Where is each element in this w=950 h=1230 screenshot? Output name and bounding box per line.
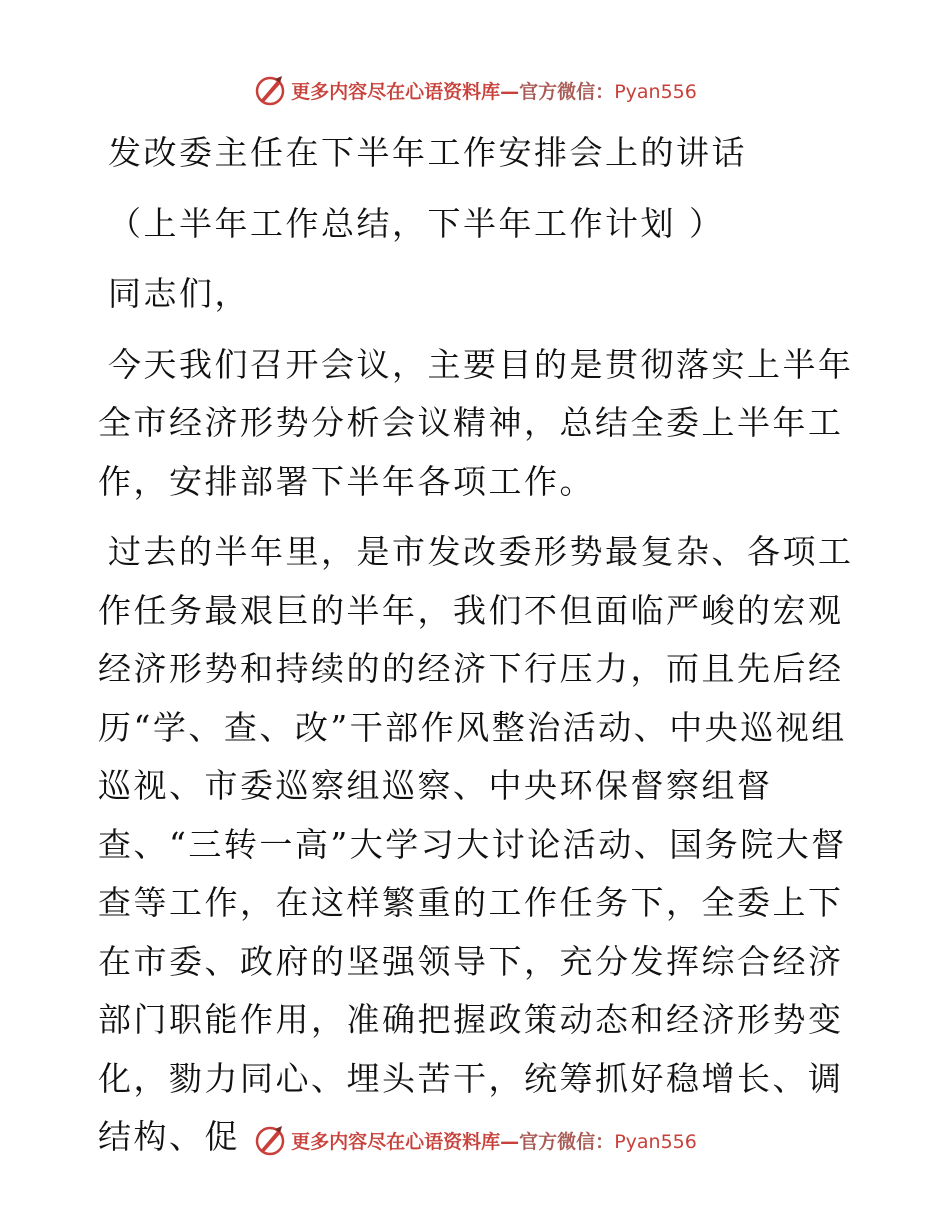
banner-text: 更多内容尽在心语资料库—官方微信：Pyan556 bbox=[291, 1130, 697, 1153]
quill-seal-icon bbox=[253, 1123, 287, 1157]
document-title: 发改委主任在下半年工作安排会上的讲话 bbox=[108, 133, 747, 172]
paragraph-2: 过去的半年里，是市发改委形势最复杂、各项工作任务最艰巨的半年，我们不但面临严峻的宏观经济形势和持续的的经济下行压力，而且先后经历“学、查、改”干部作风整治活动、中央巡视组巡视、市委巡察组巡察、中央环保督察组督查、“三转一高”大学习大讨论活动、国务院大督查等工作，在这样繁重的工作任务下，全委上下在市委、政府的坚强领导下，充分发挥综合经济部门职能作用，准确把握政策动态和经济形势变化，勠力同心、埋头苦干，统筹抓好稳增长、调结构、促 bbox=[98, 532, 854, 1156]
quill-seal-icon bbox=[253, 73, 287, 107]
document-body bbox=[98, 124, 854, 1167]
document-subtitle: （上半年工作总结，下半年工作计划 ） bbox=[108, 203, 725, 243]
greeting: 同志们， bbox=[108, 274, 250, 313]
banner-text: 更多内容尽在心语资料库—官方微信：Pyan556 bbox=[291, 80, 697, 103]
header-watermark-banner bbox=[0, 70, 950, 110]
footer-watermark-banner bbox=[0, 1120, 950, 1160]
paragraph-1: 今天我们召开会议，主要目的是贯彻落实上半年全市经济形势分析会议精神，总结全委上半年工作，安排部署下半年各项工作。 bbox=[98, 344, 854, 501]
